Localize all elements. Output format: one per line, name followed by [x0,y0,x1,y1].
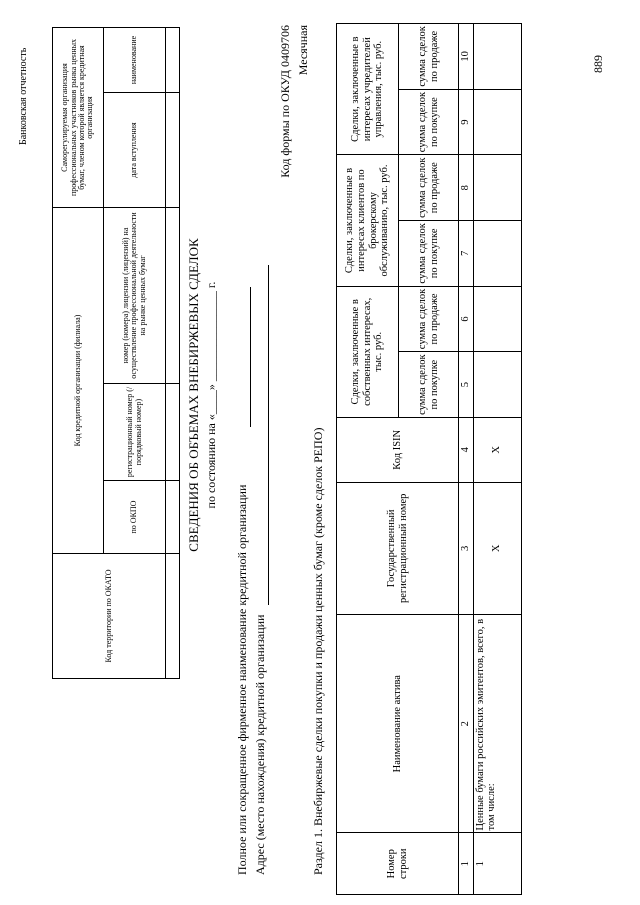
col-number: 6 [459,286,474,352]
date-line: по состоянию на «____» _______________ г. [204,281,218,509]
col-number: 1 [459,833,474,895]
brokerage-sell-header: сумма сделок по продаже [399,155,459,221]
col-number: 10 [459,24,474,90]
value-cell [473,352,521,418]
okpo-header: по ОКПО [104,481,166,554]
trust-trades-header: Сделки, заключенные в интересах учредителей управления, тыс. руб. [337,24,399,155]
brokerage-buy-header: сумма сделок по покупке [399,221,459,287]
asset-name-cell: Ценные бумаги российских эмитентов, всего, в том числе: [473,614,521,833]
value-cell [473,221,521,287]
territory-header: Код территории по ОКАТО [53,554,166,679]
trust-sell-header: сумма сделок по продаже [399,24,459,90]
state-reg-header: Государственный регистрационный номер [337,482,459,614]
section-title: Раздел 1. Внебиржевые сделки покупки и продажи ценных бумаг (кроме сделок РЕПО) [311,427,325,875]
own-sell-header: сумма сделок по продаже [399,286,459,352]
asset-name-header: Наименование актива [337,614,459,833]
credit-org-code-header: Код кредитной организации (филиала) [53,208,104,554]
codes-table [52,27,180,679]
org-name-line [250,287,251,427]
col-number: 9 [459,89,474,155]
col-number: 8 [459,155,474,221]
col-number: 7 [459,221,474,287]
reporting-label: Банковская отчетность [18,47,29,145]
isin-cell: Х [473,417,521,482]
page-title: СВЕДЕНИЯ ОБ ОБЪЕМАХ ВНЕБИРЖЕВЫХ СДЕЛОК [186,238,201,552]
org-address-line [268,265,269,605]
col-number: 4 [459,417,474,482]
row-no-header: Номер строки [337,833,459,895]
org-address-label: Адрес (место нахождения) кредитной организации [253,614,267,875]
col-number: 2 [459,614,474,833]
codes-cell [166,554,180,679]
trust-buy-header: сумма сделок по покупке [399,89,459,155]
column-number-row [459,24,474,895]
codes-cell [166,384,180,481]
row-number: 1 [473,833,521,895]
name-header: наименование [104,28,166,93]
value-cell [473,89,521,155]
codes-cell [166,208,180,384]
license-header: номер (номера) лицензии (лицензий) на осуществление профессиональной деятельности на рынке ценных бумаг [104,208,166,384]
value-cell [473,24,521,90]
codes-cell [166,481,180,554]
sro-header: Саморегулируемая организация профессиональных участников рынка ценных бумаг, членом которой является кредитная организация [53,28,104,208]
report-period: Месячная [296,25,310,76]
value-cell [473,155,521,221]
isin-header: Код ISIN [337,417,459,482]
codes-cell [166,93,180,208]
org-name-label: Полное или сокращенное фирменное наименование кредитной организации [235,484,249,875]
table-row [473,24,521,895]
join-date-header: дата вступления [104,93,166,208]
col-number: 5 [459,352,474,418]
brokerage-trades-header: Сделки, заключенные в интересах клиентов по брокерскому обслуживанию, тыс. руб. [337,155,399,286]
codes-cell [166,28,180,93]
okud-code: Код формы по ОКУД 0409706 [278,25,292,178]
trades-table [336,23,522,895]
own-buy-header: сумма сделок по покупке [399,352,459,418]
value-cell [473,286,521,352]
reg-number-header: регистрационный номер (/порядковый номер) [104,384,166,481]
own-trades-header: Сделки, заключенные в собственных интересах, тыс. руб. [337,286,399,417]
state-reg-cell: Х [473,482,521,614]
col-number: 3 [459,482,474,614]
page-number: 889 [591,55,605,73]
